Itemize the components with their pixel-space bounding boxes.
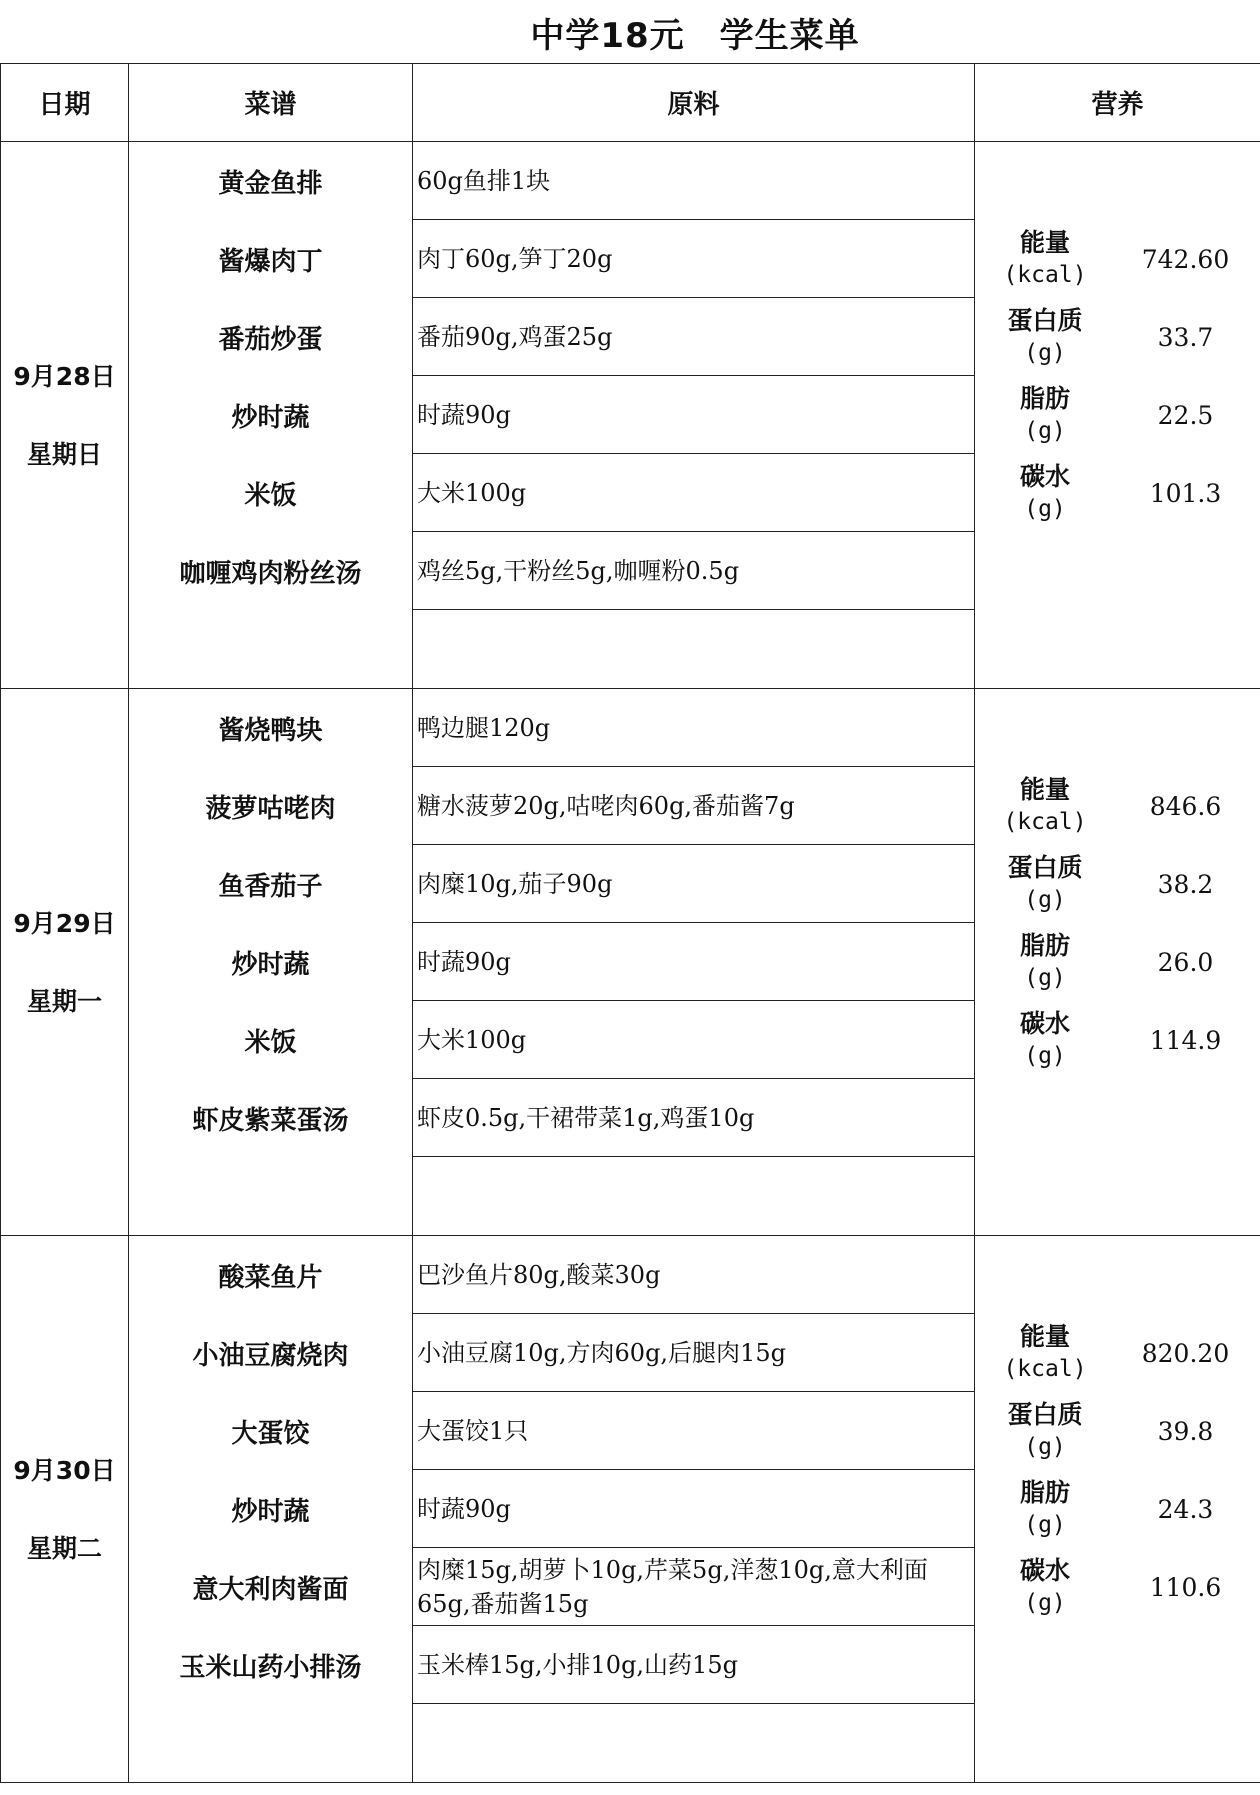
nutrition-row-energy (975, 220, 1260, 298)
date-cell (1, 1236, 129, 1783)
nutrition-value: 22.5 (1157, 400, 1214, 430)
nutrition-row-fat (975, 1470, 1260, 1548)
nutrition-row-carbs (975, 1548, 1260, 1626)
nutrition-unit: (g) (1024, 1512, 1066, 1538)
nutrition-unit: (g) (1024, 887, 1066, 913)
dish-name: 小油豆腐烧肉 (192, 1340, 349, 1371)
date-cell (1, 142, 129, 689)
nutrition-cell (975, 142, 1260, 689)
ingredient-row (413, 610, 974, 688)
dish-name: 番茄炒蛋 (218, 324, 323, 355)
ingredient-row: 时蔬90g (413, 923, 974, 1001)
nutrition-value: 114.9 (1149, 1025, 1222, 1055)
nutrition-unit: (g) (1024, 496, 1066, 522)
dish-name (129, 610, 412, 688)
ingredients-cell (413, 689, 975, 1236)
nutrition-row-protein (975, 298, 1260, 376)
dish-name: 大蛋饺 (231, 1418, 310, 1449)
nutrition-label: 脂肪 (1019, 1478, 1070, 1507)
nutrition-label: 碳水 (1019, 1556, 1070, 1585)
nutrition-label: 能量 (1019, 775, 1070, 804)
dish-name: 黄金鱼排 (218, 168, 323, 199)
dish-name: 鱼香茄子 (218, 871, 323, 902)
nutrition-value: 101.3 (1149, 478, 1222, 508)
ingredient-row: 大米100g (413, 1001, 974, 1079)
nutrition-label: 蛋白质 (1007, 853, 1083, 882)
dish-name: 酱烧鸭块 (218, 715, 323, 746)
header-ingredients: 原料 (413, 64, 975, 142)
nutrition-row-energy (975, 767, 1260, 845)
dish-name: 炒时蔬 (231, 1496, 310, 1527)
ingredient-row (413, 1157, 974, 1235)
nutrition-row-carbs (975, 1001, 1260, 1079)
dish-name: 菠萝咕咾肉 (205, 793, 336, 824)
ingredient-row: 巴沙鱼片80g,酸菜30g (413, 1236, 974, 1314)
date-label: 9月29日 (13, 909, 116, 938)
nutrition-label: 蛋白质 (1007, 306, 1083, 335)
nutrition-unit: (kcal) (1003, 809, 1087, 835)
dish-name: 咖喱鸡肉粉丝汤 (179, 558, 362, 589)
nutrition-value: 38.2 (1157, 869, 1214, 899)
ingredients-cell (413, 142, 975, 689)
date-label: 9月28日 (13, 362, 116, 391)
ingredient-row: 60g鱼排1块 (413, 142, 974, 220)
nutrition-unit: (g) (1024, 1434, 1066, 1460)
dish-name: 炒时蔬 (231, 402, 310, 433)
dish-name: 米饭 (244, 480, 297, 511)
nutrition-cell (975, 1236, 1260, 1783)
nutrition-unit: (kcal) (1003, 1356, 1087, 1382)
nutrition-label: 脂肪 (1019, 384, 1070, 413)
nutrition-row-protein (975, 845, 1260, 923)
nutrition-unit: (g) (1024, 418, 1066, 444)
weekday-label: 星期日 (26, 440, 102, 469)
nutrition-unit: (g) (1024, 965, 1066, 991)
nutrition-value: 110.6 (1149, 1572, 1222, 1602)
nutrition-row-fat (975, 923, 1260, 1001)
ingredient-row: 大蛋饺1只 (413, 1392, 974, 1470)
nutrition-label: 蛋白质 (1007, 1400, 1083, 1429)
weekday-label: 星期二 (26, 1534, 102, 1563)
nutrition-unit: (g) (1024, 1590, 1066, 1616)
nutrition-label: 能量 (1019, 228, 1070, 257)
nutrition-row-protein (975, 1392, 1260, 1470)
ingredient-row: 虾皮0.5g,干裙带菜1g,鸡蛋10g (413, 1079, 974, 1157)
date-cell (1, 689, 129, 1236)
nutrition-value: 39.8 (1157, 1416, 1214, 1446)
nutrition-value: 26.0 (1157, 947, 1214, 977)
menu-cell (129, 142, 413, 689)
menu-cell (129, 689, 413, 1236)
dish-name: 酸菜鱼片 (218, 1262, 323, 1293)
nutrition-value: 742.60 (1141, 244, 1230, 274)
nutrition-row-carbs (975, 454, 1260, 532)
nutrition-value: 820.20 (1141, 1338, 1230, 1368)
ingredient-row: 时蔬90g (413, 1470, 974, 1548)
dish-name (129, 1157, 412, 1235)
nutrition-unit: (kcal) (1003, 262, 1087, 288)
nutrition-label: 能量 (1019, 1322, 1070, 1351)
ingredient-row: 番茄90g,鸡蛋25g (413, 298, 974, 376)
weekday-label: 星期一 (26, 987, 102, 1016)
header-menu: 菜谱 (129, 64, 413, 142)
dish-name: 虾皮紫菜蛋汤 (192, 1105, 349, 1136)
dish-name: 炒时蔬 (231, 949, 310, 980)
ingredient-row: 糖水菠萝20g,咕咾肉60g,番茄酱7g (413, 767, 974, 845)
dish-name: 意大利肉酱面 (192, 1574, 349, 1605)
nutrition-cell (975, 689, 1260, 1236)
header-date: 日期 (1, 64, 129, 142)
nutrition-row-energy (975, 1314, 1260, 1392)
nutrition-value: 33.7 (1157, 322, 1214, 352)
nutrition-label: 碳水 (1019, 1009, 1070, 1038)
nutrition-unit: (g) (1024, 1043, 1066, 1069)
ingredient-row: 肉丁60g,笋丁20g (413, 220, 974, 298)
nutrition-unit: (g) (1024, 340, 1066, 366)
dish-name: 玉米山药小排汤 (179, 1652, 362, 1683)
header-nutrition: 营养 (975, 64, 1260, 142)
nutrition-label: 脂肪 (1019, 931, 1070, 960)
date-label: 9月30日 (13, 1456, 116, 1485)
ingredient-row (413, 1704, 974, 1782)
nutrition-value: 846.6 (1149, 791, 1222, 821)
ingredient-row: 玉米棒15g,小排10g,山药15g (413, 1626, 974, 1704)
ingredient-row: 鸭边腿120g (413, 689, 974, 767)
ingredient-row: 肉糜15g,胡萝卜10g,芹菜5g,洋葱10g,意大利面65g,番茄酱15g (413, 1548, 974, 1626)
dish-name: 酱爆肉丁 (218, 246, 323, 277)
nutrition-label: 碳水 (1019, 462, 1070, 491)
nutrition-row-fat (975, 376, 1260, 454)
dish-name: 米饭 (244, 1027, 297, 1058)
dish-name (129, 1704, 412, 1782)
menu-table (0, 63, 1260, 1783)
ingredient-row: 肉糜10g,茄子90g (413, 845, 974, 923)
ingredient-row: 鸡丝5g,干粉丝5g,咖喱粉0.5g (413, 532, 974, 610)
ingredient-row: 时蔬90g (413, 376, 974, 454)
menu-cell (129, 1236, 413, 1783)
ingredient-row: 大米100g (413, 454, 974, 532)
nutrition-value: 24.3 (1157, 1494, 1214, 1524)
page-title: 中学18元 学生菜单 (530, 16, 860, 56)
ingredient-row: 小油豆腐10g,方肉60g,后腿肉15g (413, 1314, 974, 1392)
ingredients-cell (413, 1236, 975, 1783)
